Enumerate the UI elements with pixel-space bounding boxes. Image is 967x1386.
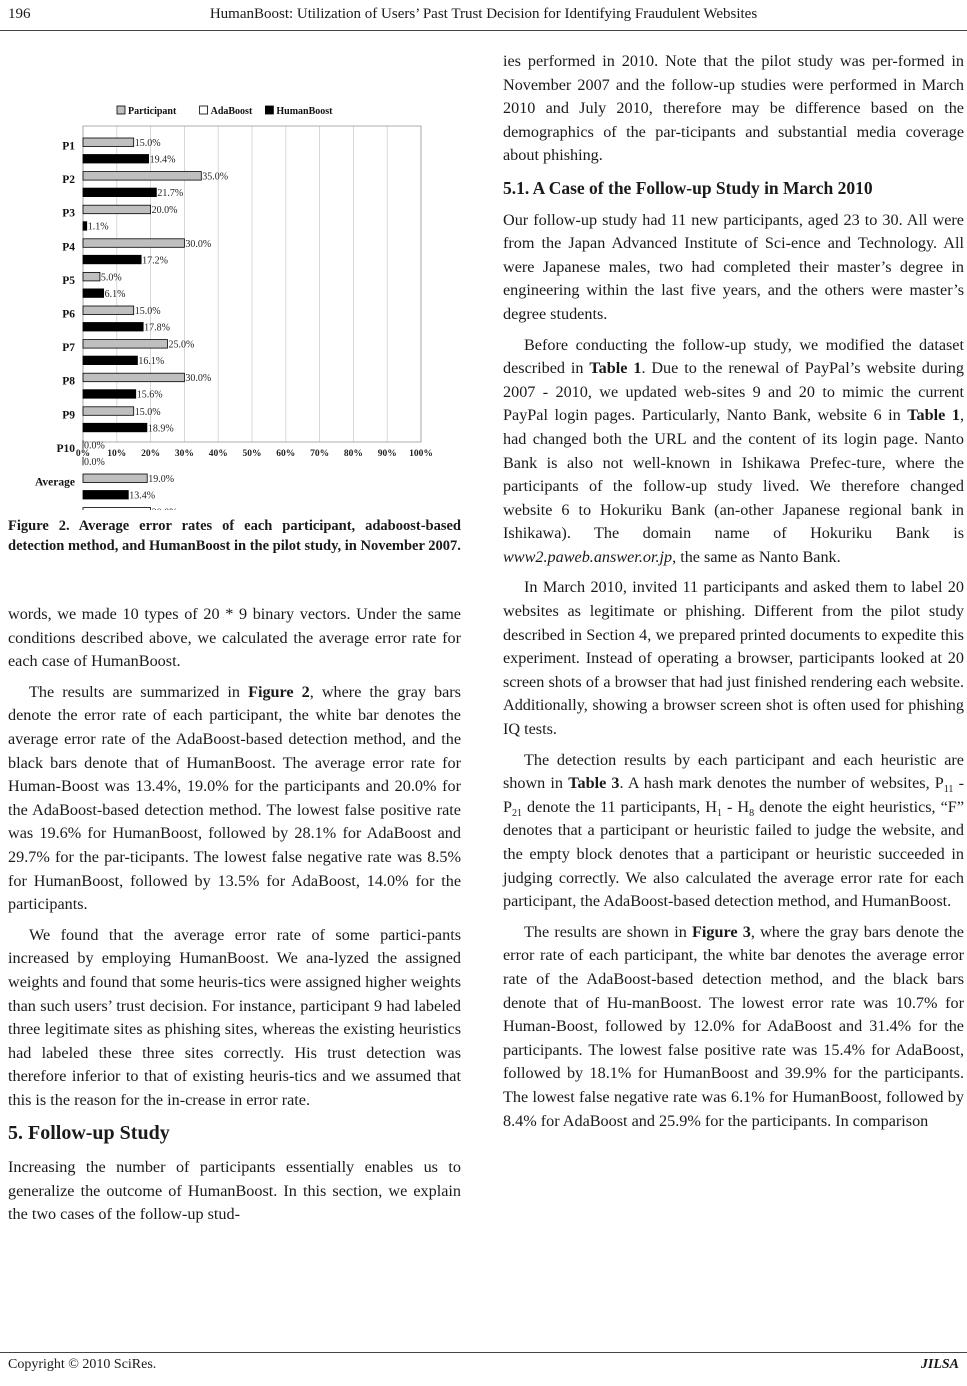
bar	[83, 155, 149, 164]
data-label: 15.6%	[136, 389, 163, 401]
text-run: - H	[721, 797, 750, 816]
category-label: P7	[62, 342, 75, 355]
category-label: P2	[62, 174, 75, 187]
text-run: Before conducting the follow-up study, we modified the dataset described in	[503, 335, 964, 378]
data-label: 0.0%	[84, 440, 105, 452]
figure-caption: Figure 2. Average error rates of each participant, adaboost-based detection method, and HumanBoost in the pilot study, in November 2007.	[8, 518, 461, 554]
bar	[83, 323, 143, 332]
bar	[83, 172, 201, 181]
data-label: 5.0%	[100, 272, 122, 284]
data-label: 13.4%	[129, 490, 156, 502]
data-label: 21.7%	[157, 188, 184, 200]
subscript: 8	[749, 808, 755, 820]
category-label: P4	[62, 241, 75, 254]
bar	[83, 239, 184, 248]
data-label: 0.0%	[84, 456, 105, 468]
figure-reference: Figure 3	[692, 922, 751, 941]
table-reference: Table 3	[568, 774, 620, 793]
bar	[83, 373, 184, 382]
bar	[83, 508, 151, 510]
figure-2	[0, 48, 470, 510]
right-column	[503, 50, 964, 1133]
bar	[83, 138, 134, 147]
data-label: 6.1%	[104, 288, 126, 300]
bar	[83, 289, 104, 298]
data-label: 17.2%	[142, 255, 168, 267]
subscript: 21	[512, 808, 523, 820]
legend-swatch	[200, 106, 208, 114]
bar	[83, 188, 156, 197]
category-label: P10	[56, 442, 75, 455]
category-label: P3	[62, 207, 75, 220]
data-label: 15.0%	[134, 306, 161, 317]
x-tick-label: 90%	[377, 449, 397, 459]
data-label: 20.0%	[151, 205, 178, 217]
bar	[83, 356, 137, 365]
bar	[83, 255, 141, 263]
paragraph	[503, 749, 964, 914]
x-tick-label: 40%	[208, 449, 228, 459]
subscript: 1	[716, 808, 722, 820]
x-tick-label: 60%	[276, 449, 296, 459]
error-rate-bar-chart	[0, 48, 470, 510]
figure-reference: Figure 2	[248, 682, 310, 701]
header-rule	[0, 30, 967, 31]
data-label: 15.0%	[134, 138, 161, 149]
domain-name: www2.paweb.answer.or.jp	[503, 547, 673, 566]
x-tick-label: 80%	[343, 449, 363, 459]
paragraph	[503, 921, 964, 1133]
text-run: , where the gray bars denote the error rate of each participant, the white bar denotes the average error rate of the AdaBoost-based detection method, and the black bars denote that of HumanBoost. The average error rate for Human-Boost was 13.4%, 19.0% for the participants and 20.0% for the AdaBoost-based detection method. The lowest false positive rate was 19.6% for HumanBoost, followed by 28.1% for AdaBoost and 29.7% for the par-ticipants. The lowest false negative rate was 8.5% for HumanBoost, followed by 13.5% for AdaBoost, 14.0% for the participants.	[8, 682, 461, 914]
x-tick-label: 100%	[409, 449, 433, 459]
text-run: . Due to the renewal of PayPal’s website during 2007 - 2010, we updated web-sites 9 and 20 to mimic the current PayPal login pages. Particularly, Nanto Bank, website 6 in	[503, 359, 964, 425]
bar	[83, 491, 128, 500]
paragraph: Increasing the number of participants essentially enables us to generalize the outcome of HumanBoost. In this section, we explain the two cases of the follow-up stud-	[8, 1158, 461, 1224]
data-label: 19.4%	[149, 154, 176, 166]
data-label: 18.9%	[147, 423, 174, 435]
category-label: P8	[62, 375, 75, 388]
category-label: P9	[62, 409, 75, 422]
x-tick-label: 50%	[242, 449, 262, 459]
page-number: 196	[8, 6, 31, 22]
section-heading: 5. Follow-up Study	[8, 1122, 170, 1145]
bar	[83, 306, 134, 315]
category-label: Average	[34, 476, 75, 489]
text-run: The results are summarized in	[29, 682, 249, 701]
bar	[83, 390, 136, 399]
running-title: HumanBoost: Utilization of Users’ Past Trust Decision for Identifying Fraudulent Websites	[209, 6, 758, 22]
paragraph: Our follow-up study had 11 new participants, aged 23 to 30. All were from the Japan Advanced Institute of Sci-ence and Technology. All were Japanese males, two had completed their master’s degree in engineering within the last five years, and the others were master’s degree students.	[503, 210, 964, 323]
text-run: , the same as Nanto Bank.	[672, 547, 841, 566]
legend-swatch	[117, 106, 125, 114]
bar	[83, 407, 134, 416]
bar	[83, 222, 87, 231]
bar	[83, 423, 147, 432]
bar	[83, 474, 147, 483]
data-label: 19.0%	[148, 474, 175, 485]
paragraph	[503, 334, 964, 570]
data-label: 15.0%	[134, 406, 161, 418]
text-run: denote the eight heuristics, “F” denotes that a participant or heuristic failed to judge the website, and the empty block denotes that a participant or heuristic succeeded in judging correctly. We also calculated the average error rate for each participant, the AdaBoost-based detection method, and HumanBoost.	[503, 797, 964, 911]
data-label: 30.0%	[185, 238, 212, 250]
text-run: . A hash mark denotes the number of websites, P	[619, 774, 944, 793]
text-run: , where the gray bars denote the error rate of each participant, the white bar denotes the average error rate of the AdaBoost-based detection method, and the black bars denote that of Hu-manBoost. The lowest error rate was 10.7% for Human-Boost, followed by 12.0% for AdaBoost and 31.4% for the participants. The lowest false positive rate was 15.4% for AdaBoost, followed by 18.1% for HumanBoost and 39.9% for the participants. The lowest false negative rate was 6.1% for HumanBoost, followed by 8.4% for AdaBoost and 25.9% for the participants. In comparison	[503, 922, 964, 1130]
x-tick-label: 20%	[141, 449, 161, 459]
copyright-notice: Copyright © 2010 SciRes.	[8, 1357, 157, 1372]
legend-label: AdaBoost	[210, 106, 253, 117]
data-label: 17.8%	[144, 322, 171, 334]
legend-label: HumanBoost	[276, 106, 333, 117]
data-label: 1.1%	[87, 221, 109, 233]
text-run: The results are shown in	[524, 922, 692, 941]
table-reference: Table 1	[589, 359, 642, 378]
bar	[83, 340, 168, 349]
subsection-heading: 5.1. A Case of the Follow-up Study in March 2010	[503, 177, 873, 198]
data-label: 25.0%	[168, 339, 195, 351]
text-run: , had changed both the URL and the content of its login page. Nanto Bank is also not well-known in Ishikawa Prefec-ture, where the participants of the follow-up study lived. We therefore changed website 6 to Hokuriku Bank (an-other Japanese regional bank in Ishikawa). The domain name of Hokuriku Bank is	[503, 406, 964, 543]
category-label: P1	[62, 140, 75, 153]
data-label	[152, 508, 178, 510]
data-label: 30.0%	[185, 373, 212, 385]
left-column	[8, 603, 461, 1227]
legend-swatch	[265, 106, 273, 114]
text-run: The detection results by each participant and each heuristic are shown in	[503, 750, 964, 793]
x-tick-label: 0%	[75, 449, 91, 459]
legend-label: Participant	[128, 106, 177, 117]
data-label: 16.1%	[138, 356, 165, 368]
data-label: 35.0%	[202, 171, 229, 183]
x-tick-label: 30%	[174, 449, 194, 459]
footer-rule	[0, 1352, 967, 1353]
category-label: P6	[62, 308, 75, 321]
subscript: 11	[943, 784, 954, 796]
category-label: P5	[62, 274, 75, 287]
paragraph	[8, 681, 461, 917]
bar	[83, 205, 151, 214]
journal-name: JILSA	[920, 1357, 959, 1372]
bar	[83, 272, 100, 281]
paragraph: In March 2010, invited 11 participants and asked them to label 20 websites as legitimate or phishing. Different from the pilot study described in Section 4, we prepared printed documents to expedite this experiment. Instead of operating a browser, participants looked at 20 screen shots of a browser that had just finished rendering each website. Additionally, showing a browser screen shot is often used for phishing IQ tests.	[503, 578, 964, 739]
paragraph: ies performed in 2010. Note that the pilot study was per-formed in November 2007 and the follow-up studies were performed in March 2010 and July 2010, therefore may be difference based on the demographics of the par-ticipants and substantial media coverage about phishing.	[503, 52, 964, 165]
text-run: denote the 11 participants, H	[522, 797, 717, 816]
table-reference: Table 1	[907, 406, 960, 425]
paragraph: words, we made 10 types of 20 * 9 binary vectors. Under the same conditions described above, we calculated the average error rate for each case of HumanBoost.	[8, 605, 461, 671]
x-tick-label: 70%	[310, 449, 330, 459]
x-tick-label: 10%	[107, 449, 127, 459]
text-run: - P	[503, 774, 964, 816]
paragraph: We found that the average error rate of some partici-pants increased by employing HumanBoost. We ana-lyzed the assigned weights and found that some heuris-tics were assigned higher weights than such users’ trust decision. For instance, participant 9 had labeled three legitimate sites as phishing sites, whereas the existing heuristics had labeled these three sites correctly. His trust detection was therefore inferior to that of existing heuris-tics and we assumed that this is the reason for the in-crease in error rate.	[8, 925, 461, 1109]
